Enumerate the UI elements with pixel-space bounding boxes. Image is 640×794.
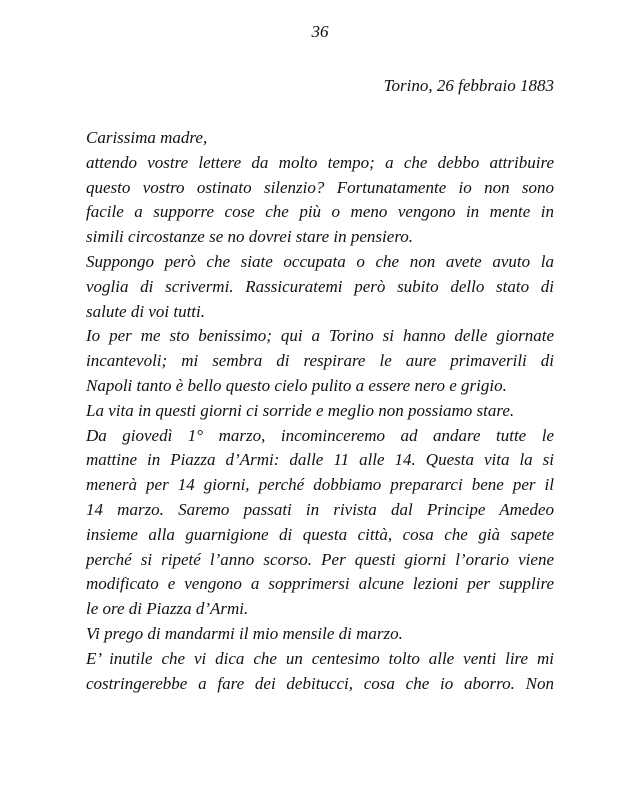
text-line: perché si ripeté l’anno scorso. Per questi giorni l’orario viene (86, 549, 554, 569)
text-line: le ore di Piazza d’Armi. (86, 599, 249, 619)
text-line: insieme alla guarnigione di questa città, cosa che già sapete (86, 524, 554, 544)
text-line: voglia di scrivermi. Rassicuratemi però subito dello stato di (86, 276, 554, 296)
text-line: Suppongo però che siate occupata o che non avete avuto la (86, 251, 554, 271)
text-line: E’ inutile che vi dica che un centesimo tolto alle venti lire mi (86, 648, 554, 668)
text-line: salute di voi tutti. (86, 301, 205, 321)
text-line: facile a supporre cose che più o meno vengono in mente in (86, 202, 554, 222)
text-line: questo vostro ostinato silenzio? Fortunatamente io non sono (86, 177, 554, 197)
letter-body (86, 126, 554, 696)
text-line: modificato e vengono a sopprimersi alcune lezioni per supplire (86, 574, 554, 594)
text-line: Io per me sto benissimo; qui a Torino si hanno delle giornate (86, 326, 554, 346)
text-line: La vita in questi giorni ci sorride e meglio non possiamo stare. (86, 400, 515, 420)
text-line: simili circostanze se no dovrei stare in pensiero. (86, 227, 414, 247)
text-line: menerà per 14 giorni, perché dobbiamo prepararci bene per il (86, 475, 554, 495)
page-number: 36 (311, 22, 329, 41)
text-line: Napoli tanto è bello questo cielo pulito a essere nero e grigio. (86, 375, 507, 395)
text-line: Da giovedì 1° marzo, incominceremo ad andare tutte le (86, 425, 554, 445)
text-line: Carissima madre, (86, 128, 208, 147)
text-line: mattine in Piazza d’Armi: dalle 11 alle 14. Questa vita la si (86, 450, 554, 470)
text-line: costringerebbe a fare dei debitucci, cosa che io aborro. Non (86, 673, 554, 693)
dateline: Torino, 26 febbraio 1883 (383, 76, 554, 95)
text-line: attendo vostre lettere da molto tempo; a che debbo attribuire (86, 152, 554, 172)
text-line: incantevoli; mi sembra di respirare le aure primaverili di (86, 351, 554, 371)
text-line: 14 marzo. Saremo passati in rivista dal Principe Amedeo (86, 499, 554, 519)
text-line: Vi prego di mandarmi il mio mensile di marzo. (86, 623, 403, 643)
